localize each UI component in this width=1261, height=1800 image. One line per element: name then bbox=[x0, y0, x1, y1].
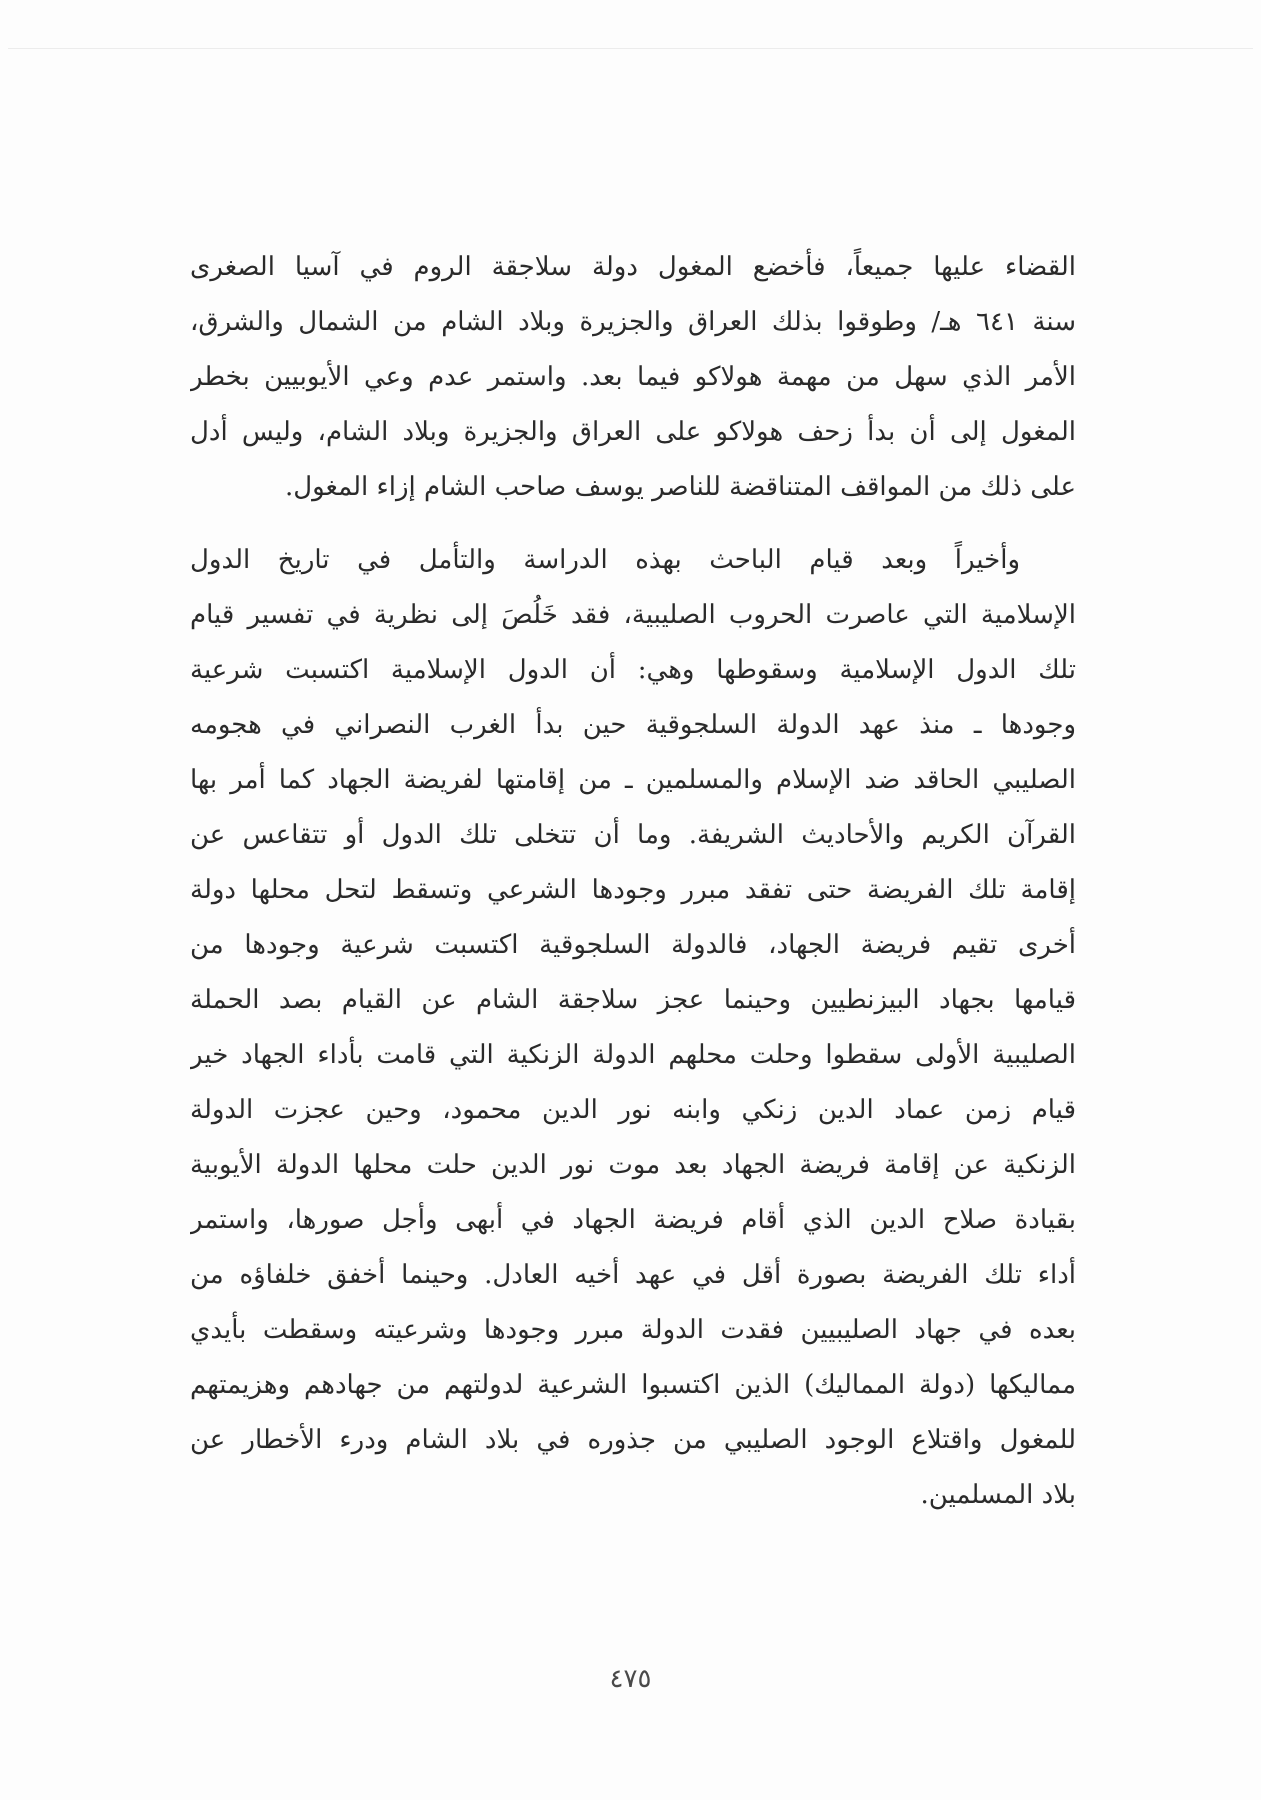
text-line: المغول إلى أن بدأ زحف هولاكو على العراق والجزيرة وبلاد الشام، وليس أدل bbox=[190, 417, 1076, 447]
text-line: الصليبية الأولى سقطوا وحلت محلهم الدولة الزنكية التي قامت بأداء الجهاد خير bbox=[190, 1040, 1076, 1070]
text-line: بقيادة صلاح الدين الذي أقام فريضة الجهاد في أبهى وأجل صورها، واستمر bbox=[190, 1205, 1076, 1235]
text-line: القضاء عليها جميعاً، فأخضع المغول دولة سلاجقة الروم في آسيا الصغرى bbox=[190, 252, 1076, 282]
text-line: وأخيراً وبعد قيام الباحث بهذه الدراسة والتأمل في تاريخ الدول bbox=[190, 545, 1020, 575]
text-line: بعده في جهاد الصليبيين فقدت الدولة مبرر وجودها وشرعيته وسقطت بأيدي bbox=[190, 1315, 1076, 1345]
text-line: إقامة تلك الفريضة حتى تفقد مبرر وجودها الشرعي وتسقط لتحل محلها دولة bbox=[190, 875, 1076, 905]
text-line: قيام زمن عماد الدين زنكي وابنه نور الدين محمود، وحين عجزت الدولة bbox=[190, 1095, 1076, 1125]
text-line: للمغول واقتلاع الوجود الصليبي من جذوره في بلاد الشام ودرء الأخطار عن bbox=[190, 1425, 1076, 1455]
text-line: سنة ٦٤١ هـ/ وطوقوا بذلك العراق والجزيرة وبلاد الشام من الشمال والشرق، bbox=[190, 307, 1076, 337]
text-line: على ذلك من المواقف المتناقضة للناصر يوسف صاحب الشام إزاء المغول. bbox=[284, 472, 1076, 502]
paragraph-1 bbox=[190, 240, 1076, 515]
text-line: تلك الدول الإسلامية وسقوطها وهي: أن الدول الإسلامية اكتسبت شرعية bbox=[190, 655, 1076, 685]
page-number: ٤٧٥ bbox=[609, 1664, 652, 1694]
paragraph-2 bbox=[190, 533, 1076, 1523]
body-text bbox=[190, 240, 1076, 1523]
text-line: وجودها ـ منذ عهد الدولة السلجوقية حين بدأ الغرب النصراني في هجومه bbox=[190, 710, 1076, 740]
text-line: الأمر الذي سهل من مهمة هولاكو فيما بعد. واستمر عدم وعي الأيوبيين بخطر bbox=[190, 362, 1076, 392]
text-line: القرآن الكريم والأحاديث الشريفة. وما أن تتخلى تلك الدول أو تتقاعس عن bbox=[190, 820, 1076, 850]
text-line: أداء تلك الفريضة بصورة أقل في عهد أخيه العادل. وحينما أخفق خلفاؤه من bbox=[190, 1260, 1076, 1290]
scan-edge-line bbox=[8, 48, 1253, 49]
text-line: مماليكها (دولة المماليك) الذين اكتسبوا الشرعية لدولتهم من جهادهم وهزيمتهم bbox=[190, 1370, 1076, 1400]
text-line: بلاد المسلمين. bbox=[920, 1480, 1076, 1510]
text-line: الإسلامية التي عاصرت الحروب الصليبية، فقد خَلُصَ إلى نظرية في تفسير قيام bbox=[190, 600, 1076, 630]
text-line: الصليبي الحاقد ضد الإسلام والمسلمين ـ من إقامتها لفريضة الجهاد كما أمر بها bbox=[190, 765, 1076, 795]
text-line: الزنكية عن إقامة فريضة الجهاد بعد موت نور الدين حلت محلها الدولة الأيوبية bbox=[190, 1150, 1076, 1180]
text-line: قيامها بجهاد البيزنطيين وحينما عجز سلاجقة الشام عن القيام بصد الحملة bbox=[190, 985, 1076, 1015]
text-line: أخرى تقيم فريضة الجهاد، فالدولة السلجوقية اكتسبت شرعية وجودها من bbox=[190, 930, 1076, 960]
